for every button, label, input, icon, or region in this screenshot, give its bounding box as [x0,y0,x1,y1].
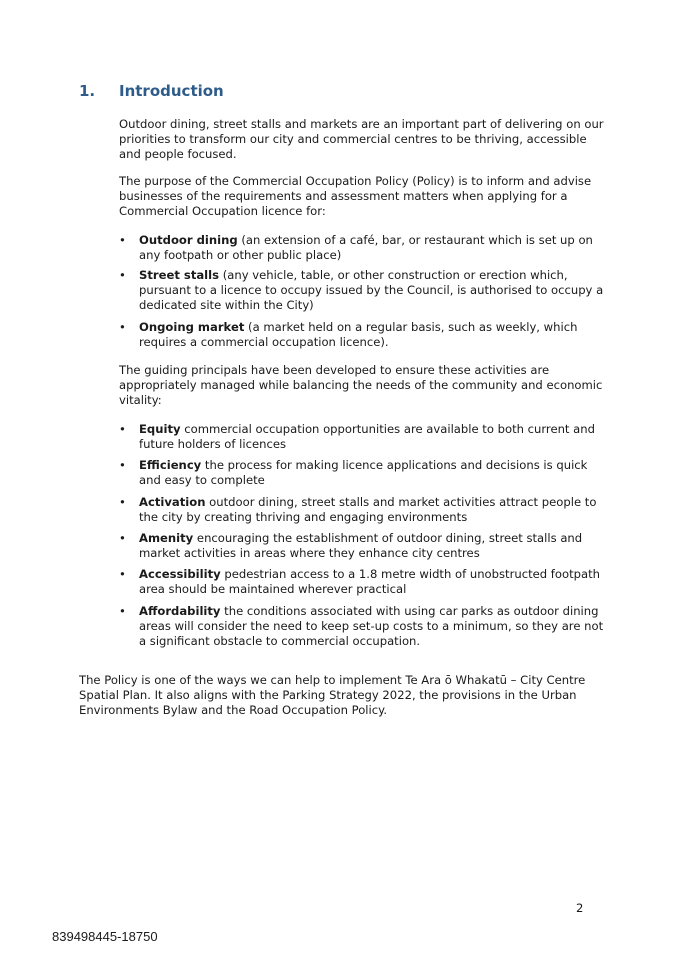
list-item-term: Affordability [139,604,221,618]
list-item-text: (any vehicle, table, or other construction or erection which, pursuant to a licence to occupy issued by the Council, is authorised to occupy a dedicated site within the City) [139,268,604,312]
intro-paragraph-2: The purpose of the Commercial Occupation Policy (Policy) is to inform and advise businesses of the requirements and assessment matters when applying for a Commercial Occupation licence for: [119,174,592,218]
page-number: 2 [576,901,584,915]
list-item-text: commercial occupation opportunities are available to both current and future holders of licences [139,422,595,451]
list-item-term: Amenity [139,531,194,545]
principles-intro-paragraph: The guiding principals have been developed to ensure these activities are appropriately managed while balancing the needs of the community and economic vitality: [119,363,603,407]
section-number: 1. [79,82,96,100]
list-item-term: Street stalls [139,268,220,282]
bullet-marker: • [119,604,126,618]
bullet-marker: • [119,320,126,334]
document-id: 839498445-18750 [52,929,158,944]
bullet-marker: • [119,458,126,472]
list-item-term: Outdoor dining [139,233,238,247]
closing-paragraph: The Policy is one of the ways we can help to implement Te Ara ō Whakatū – City Centre Spatial Plan. It also aligns with the Parking Strategy 2022, the provisions in the Urban Environments Bylaw and the Road Occupation Policy. [79,673,586,717]
list-item-term: Accessibility [139,567,221,581]
list-item-term: Equity [139,422,181,436]
list-item-term: Activation [139,495,206,509]
intro-paragraph-1: Outdoor dining, street stalls and markets are an important part of delivering on our priorities to transform our city and commercial centres to be thriving, accessible and people focused. [119,117,604,161]
list-item-text: the process for making licence applications and decisions is quick and easy to complete [139,458,588,487]
section-title: Introduction [119,82,224,100]
list-item-term: Ongoing market [139,320,245,334]
section-heading [79,82,224,100]
list-item-term: Efficiency [139,458,202,472]
list-item-text: the conditions associated with using car parks as outdoor dining areas will consider the need to keep set-up costs to a minimum, so they are not a significant obstacle to commercial occupation. [139,604,604,648]
bullet-marker: • [119,495,126,509]
bullet-marker: • [119,422,126,436]
bullet-marker: • [119,531,126,545]
list-item-text: outdoor dining, street stalls and market activities attract people to the city by creating thriving and engaging environments [139,495,597,524]
bullet-marker: • [119,268,126,282]
bullet-marker: • [119,233,126,247]
list-item-text: (a market held on a regular basis, such as weekly, which requires a commercial occupation licence). [139,320,578,349]
list-item-text: pedestrian access to a 1.8 metre width of unobstructed footpath area should be maintained wherever practical [139,567,600,596]
list-item-text: (an extension of a café, bar, or restaurant which is set up on any footpath or other public place) [139,233,593,262]
bullet-marker: • [119,567,126,581]
list-item-text: encouraging the establishment of outdoor dining, street stalls and market activities in areas where they enhance city centres [139,531,583,560]
